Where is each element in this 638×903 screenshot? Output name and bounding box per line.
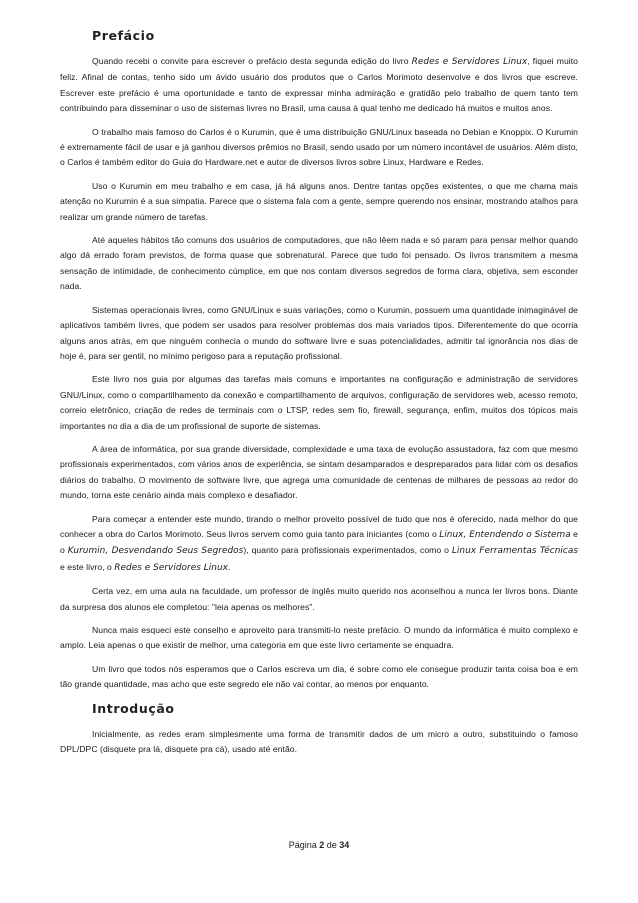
paragraph-text: . (227, 561, 231, 572)
paragraph-text: , fiquei muito feliz. Afinal de contas, tenho sido um ávido usuário dos produtos que o Carlos Morimoto desenvolve e dos livros que escreve. Escrever este prefácio é uma oportunidade e tanto de expressar minha admiração e gratidão pelo trabalho de quem tanto tem contribuindo para disseminar o uso de sistemas livres no Brasil, uma causa à qual tenho me dedicado há muitos e muitos anos. (60, 56, 578, 114)
paragraph (60, 179, 578, 225)
paragraph (60, 512, 578, 577)
preface-body (60, 54, 578, 693)
paragraph (60, 303, 578, 365)
page-content (60, 28, 578, 765)
paragraph-text: O trabalho mais famoso do Carlos é o Kurumin, que é uma distribuição GNU/Linux baseada no Debian e Knoppix. O Kurumin é extremamente fácil de usar e já ganhou diversos prêmios no Brasil, sendo usado por um número incontável de usuários. Além disto, o Carlos é também editor do Guia do Hardware.net e autor de diversos livros sobre Linux, Hardware e Redes. (60, 126, 578, 168)
paragraph-text: A área de informática, por sua grande diversidade, complexidade e uma taxa de evolução assustadora, faz com que mesmo profissionais experimentados, com vários anos de experiência, se sintam desamparados e despreparados para lidar com os desafios diários do trabalho. O movimento de software livre, que agrega uma comunidade de centenas de milhares de pessoas ao redor do mundo, torna este cenário ainda mais complexo e desafiador. (60, 443, 578, 501)
paragraph (60, 727, 578, 758)
paragraph-text: Até aqueles hábitos tão comuns dos usuários de computadores, que não lêem nada e só param para pensar melhor quando algo dá errado foram previstos, de forma quase que sobrenatural. Parece que tudo foi pensado. Os livros transmitem a mesma sensação de intimidade, de conhecimento cúmplice, em que nos contam diversos segredos de forma clara, objetiva, sem esconder nada. (60, 235, 578, 292)
paragraph (60, 623, 578, 654)
paragraph-text: Nunca mais esqueci este conselho e aproveito para transmiti-lo neste prefácio. O mundo da informática é muito complexo e amplo. Leia apenas o que existir de melhor, uma categoria em que este livro certamente se enquadra. (60, 625, 578, 651)
paragraph-text: Uso o Kurumin em meu trabalho e em casa, já há alguns anos. Dentre tantas opções existentes, o que me chama mais atenção no Kurumin é a sua simpatia. Parece que o sistema fala com a gente, sempre querendo nos ensinar, mostrando atalhos para realizar um grande número de tarefas. (60, 180, 578, 222)
paragraph-text: Sistemas operacionais livres, como GNU/Linux e suas variações, como o Kurumin, possuem uma quantidade inimaginável de aplicativos também livres, que podem ser usados para resolver problemas dos mais variados tipos. Diferentemente do que ocorria alguns anos atrás, em que ninguém conhecia o mundo do software livre e suas potencialidades, admitir tal ignorância nos dias de hoje é, para ser gentil, no mínimo perigoso para a reputação profissional. (60, 304, 578, 361)
emphasized-text: Linux, Entendendo o Sistema (439, 529, 571, 540)
footer-prefix: Página (288, 840, 320, 850)
intro-heading: Introdução (92, 700, 175, 716)
preface-heading: Prefácio (92, 28, 155, 43)
emphasized-text: Redes e Servidores Linux (411, 57, 528, 67)
paragraph (60, 125, 578, 171)
paragraph-text: e este livro, o (60, 561, 115, 572)
emphasized-text: Linux Ferramentas Técnicas (451, 546, 579, 557)
footer-page-number: 2 (319, 840, 325, 850)
intro-body (60, 727, 578, 758)
paragraph-text: e o (60, 528, 578, 556)
paragraph-text: Para começar a entender este mundo, tirando o melhor proveito possível de tudo que nos é oferecido, nada melhor do que conhecer a obra do Carlos Morimoto. Seus livros servem como guia tanto para iniciantes (como o (60, 513, 578, 539)
footer-page-total: 34 (339, 840, 350, 850)
paragraph (60, 54, 578, 117)
paragraph (60, 584, 578, 615)
paragraph (60, 662, 578, 693)
footer-middle: de (324, 840, 340, 850)
paragraph (60, 233, 578, 295)
paragraph-text: Este livro nos guia por algumas das tarefas mais comuns e importantes na configuração e administração de servidores GNU/Linux, como o compartilhamento da conexão e compartilhamento de arquivos, configuração de servidores web, acesso remoto, correio eletrônico, criação de redes de terminais com o LTSP, redes sem fio, firewall, segurança, enfim, muitos dos tópicos mais importantes no dia a dia de um profissional de suporte de sistemas. (60, 374, 578, 431)
emphasized-text: Kurumin, Desvendando Seus Segredos (67, 546, 244, 557)
paragraph-text: Um livro que todos nós esperamos que o Carlos escreva um dia, é sobre como ele consegue produzir tanta coisa boa e em tão grande quantidade, mas acho que este segredo ele não vai contar, ao menos por enquanto. (60, 663, 578, 690)
paragraph-text: Certa vez, em uma aula na faculdade, um professor de inglês muito querido nos aconselhou a nunca ler livros bons. Diante da surpresa dos alunos ele completou: "leia apenas os melhores". (60, 586, 578, 612)
paragraph (60, 442, 578, 504)
emphasized-text: Redes e Servidores Linux (114, 562, 228, 573)
paragraph-text: Quando recebi o convite para escrever o prefácio desta segunda edição do livro (92, 56, 412, 66)
paragraph (60, 372, 578, 434)
page-footer (0, 840, 638, 850)
paragraph-text: Inicialmente, as redes eram simplesmente uma forma de transmitir dados de um micro a outro, substituindo o famoso DPL/DPC (disquete pra lá, disquete pra cá), usado até então. (60, 728, 578, 755)
paragraph-text: ), quanto para profissionais experimentados, como o (243, 545, 452, 556)
